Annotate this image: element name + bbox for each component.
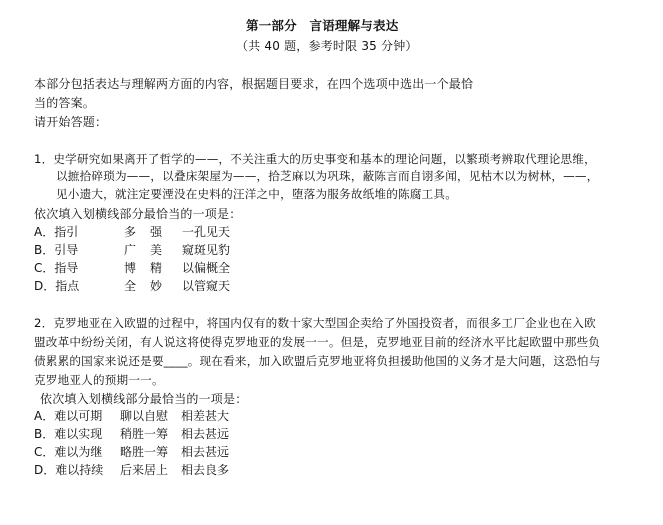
option-phrase: 相去甚远 <box>181 445 230 459</box>
option-word: 妙 <box>150 279 163 293</box>
option-word: 以偏概全 <box>182 261 231 275</box>
option-label: D．难以持续 <box>34 463 104 477</box>
option-label: B．难以实现 <box>34 427 103 441</box>
option-phrase: 相差甚大 <box>181 409 230 423</box>
option-word: 一孔见天 <box>182 225 231 239</box>
option-word: 精 <box>150 261 163 275</box>
question-2-option-d[interactable] <box>34 464 274 480</box>
question-1-stem-line: 见小遗大，就注定要湮没在史料的汪洋之中，堕落为服务故纸堆的陈腐工具。 <box>56 187 457 201</box>
section-title: 第一部分 言语理解与表达 <box>246 18 399 33</box>
question-1-prompt: 依次填入划横线部分最恰当的一项是： <box>34 207 242 221</box>
option-phrase: 相去甚远 <box>181 427 230 441</box>
option-label: C．难以为继 <box>34 445 103 459</box>
option-label: A．指引 <box>34 225 79 239</box>
question-2-stem-line: 2．克罗地亚在入欧盟的过程中，将国内仅有的数十家大型国企卖给了外国投资者，而很多工厂企业也在入欧 <box>34 316 596 330</box>
question-2-stem-line: 克罗地亚人的预期一一。 <box>34 373 164 387</box>
intro-line: 本部分包括表达与理解两方面的内容，根据题目要求，在四个选项中选出一个最恰 <box>34 77 474 91</box>
question-2-stem-line: 债累累的国家来说还是要____。现在看来，加入欧盟后克罗地亚将负担援助他国的义务才是大问题，这恐怕与 <box>34 354 601 368</box>
section-subtitle: （共 40 题，参考时限 35 分钟） <box>236 39 418 53</box>
question-2-option-c[interactable] <box>34 446 274 462</box>
option-word: 美 <box>150 243 163 257</box>
intro-line: 请开始答题： <box>34 115 108 129</box>
question-1-option-a[interactable] <box>34 226 274 242</box>
question-1-option-d[interactable] <box>34 280 274 296</box>
option-word: 以管窥天 <box>182 279 231 293</box>
question-2-option-b[interactable] <box>34 428 274 444</box>
option-phrase: 相去良多 <box>181 463 230 477</box>
option-phrase: 后来居上 <box>120 463 169 477</box>
question-1-stem-line: 1．史学研究如果离开了哲学的——，不关注重大的历史事变和基本的理论问题，以繁琐考辨取代理论思维， <box>34 152 596 166</box>
option-phrase: 聊以自慰 <box>120 409 169 423</box>
option-label: A．难以可期 <box>34 409 103 423</box>
question-1-stem-line: 以摭拾碎琐为——，以叠床架屋为——，拾芝麻以为巩珠，蔽陈言而自诩多闻，见枯木以为树林，——， <box>56 169 599 183</box>
option-word: 博 <box>124 261 137 275</box>
intro-line: 当的答案。 <box>34 96 96 110</box>
question-2-prompt: 依次填入划横线部分最恰当的一项是： <box>40 392 248 406</box>
question-2-stem-line: 盟改革中纷纷关闭，有人说这将使得克罗地亚的发展一一。但是，克罗地亚目前的经济水平比起欧盟中那些负 <box>34 335 601 349</box>
option-phrase: 略胜一筹 <box>120 445 169 459</box>
option-label: D．指点 <box>34 279 80 293</box>
option-phrase: 稍胜一筹 <box>120 427 169 441</box>
option-label: B．引导 <box>34 243 79 257</box>
option-word: 全 <box>124 279 137 293</box>
question-1-option-b[interactable] <box>34 244 274 260</box>
option-word: 多 <box>124 225 137 239</box>
question-1-option-c[interactable] <box>34 262 274 278</box>
option-label: C．指导 <box>34 261 79 275</box>
option-word: 窥斑见豹 <box>182 243 231 257</box>
question-2-option-a[interactable] <box>34 410 274 426</box>
option-word: 强 <box>150 225 163 239</box>
option-word: 广 <box>124 243 137 257</box>
